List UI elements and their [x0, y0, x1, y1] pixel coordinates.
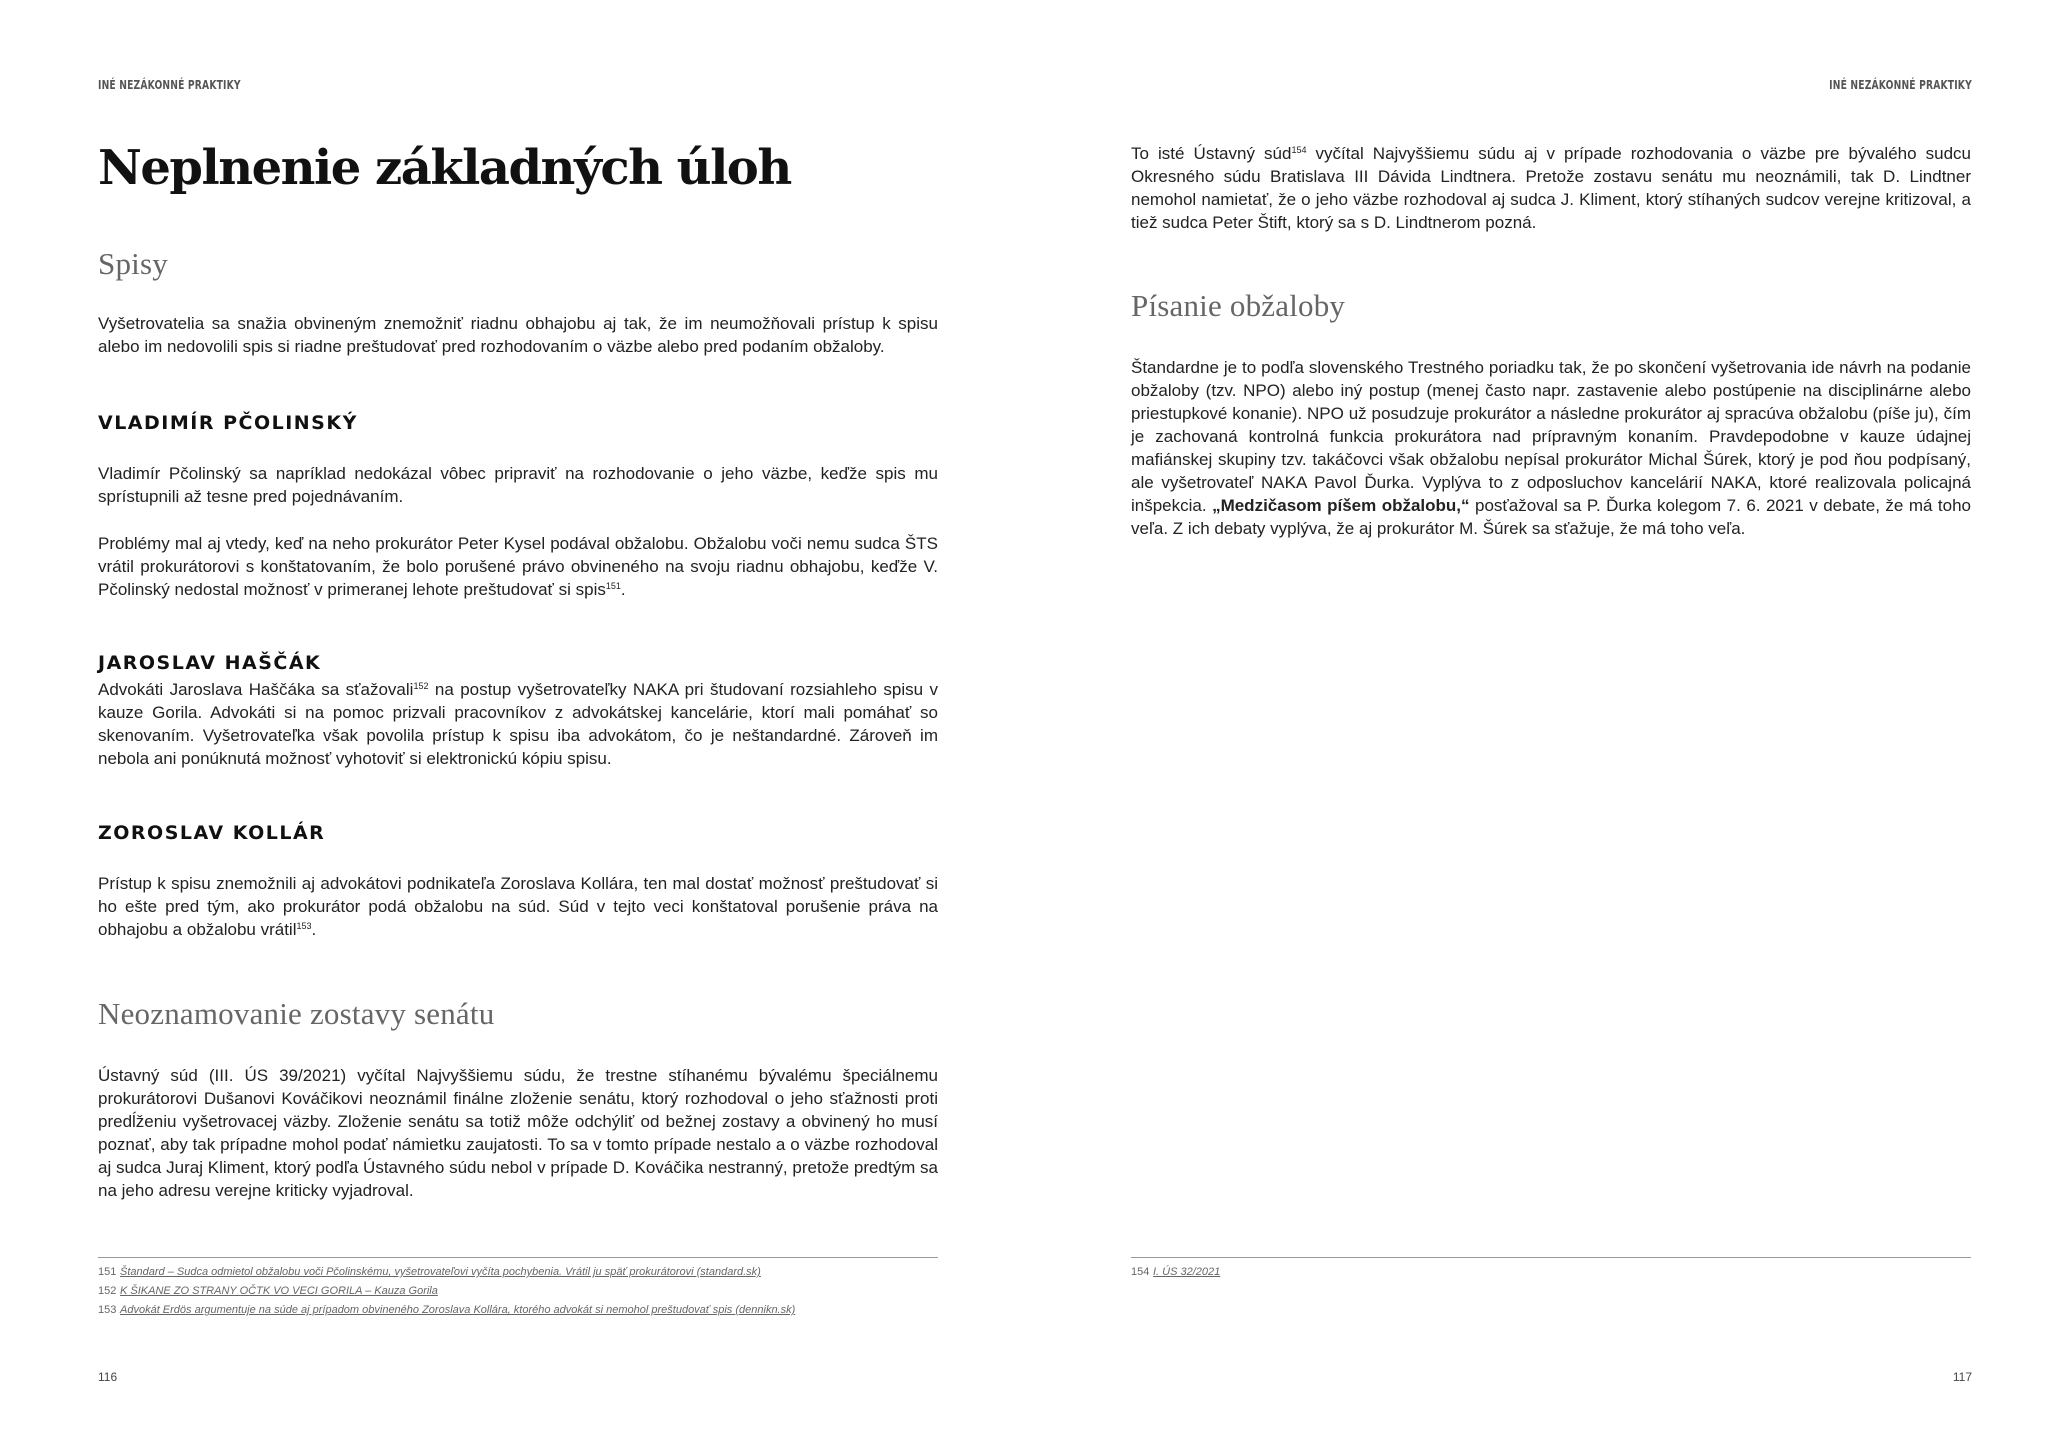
footnote-link-151[interactable]: Štandard – Sudca odmietol obžalobu voči Pčolinskému, vyšetrovateľovi vyčíta pochybenia. Vrátil ju späť prokurátorovi (standard.sk)	[120, 1266, 761, 1278]
footnote-link-154[interactable]: I. ÚS 32/2021	[1153, 1266, 1221, 1278]
pcolinsky-paragraph-2: Problémy mal aj vtedy, keď na neho prokurátor Peter Kysel podával obžalobu. Obžalobu voči nemu sudca ŠTS vrátil prokurátorovi s konštatovaním, že bolo porušené právo obvineného na svoju riadnu obhajobu, keďže V. Pčolinský nedostal možnosť v primeranej lehote preštudovať si spis$^{151}$.	[98, 534, 938, 599]
page-number-right: 117	[1952, 1370, 1972, 1384]
footnote-153: 153 Advokát Erdös argumentuje na súde aj prípadom obvineného Zoroslava Kollára, ktorého advokát si nemohol preštudovať spis (dennikn.sk)	[98, 1304, 796, 1316]
right-page	[1131, 0, 1971, 1448]
page-number-left: 116	[98, 1370, 118, 1384]
footnote-ref-153[interactable]: 153	[296, 921, 312, 931]
footnote-151: 151 Štandard – Sudca odmietol obžalobu voči Pčolinskému, vyšetrovateľovi vyčíta pochybenia. Vrátil ju späť prokurátorovi (standard.sk)	[98, 1266, 761, 1278]
footnote-ref-154[interactable]: 154	[1291, 145, 1307, 155]
subheading-kollar: ZOROSLAV KOLLÁR	[98, 822, 326, 844]
senat-paragraph: Ústavný súd (III. ÚS 39/2021) vyčítal Najvyššiemu súdu, že trestne stíhanému bývalému špeciálnemu prokurátorovi Dušanovi Kováčikovi neoznámil finálne zloženie senátu, ktorý rozhodoval o jeho sťažnosti proti predĺženiu vyšetrovacej väzby. Zloženie senátu sa totiž môže odchýliť od bežnej zostavy a obvinený ho musí poznať, aby tak prípadne mohol podať námietku zaujatosti. To sa v tomto prípade nestalo a o väzbe rozhodoval aj sudca Juraj Kliment, ktorý podľa Ústavného súdu nebol v prípade D. Kováčika nestranný, pretože predtým sa na jeho adresu verejne kriticky vyjadroval.	[98, 1066, 938, 1200]
kollar-paragraph: Prístup k spisu znemožnili aj advokátovi podnikateľa Zoroslava Kollára, ten mal dostať možnosť preštudovať si ho ešte pred tým, ako prokurátor podá obžalobu na súd. Súd v tejto veci konštatoval porušenie práva na obhajobu a obžalobu vrátil$^{153}$.	[98, 874, 938, 939]
section-heading-senat: Neoznamovanie zostavy senátu	[98, 996, 495, 1031]
running-head-right: INÉ NEZÁKONNÉ PRAKTIKY	[1829, 78, 1972, 92]
pcolinsky-paragraph-1: Vladimír Pčolinský sa napríklad nedokázal vôbec pripraviť na rozhodovanie o jeho väzbe, keďže spis mu sprístupnili až tesne pred pojednávaním.	[98, 464, 938, 506]
footnote-ref-152[interactable]: 152	[413, 681, 429, 691]
footnote-link-152[interactable]: K ŠIKANE ZO STRANY OČTK VO VECI GORILA – Kauza Gorila	[120, 1285, 438, 1297]
section-heading-obzaloba: Písanie obžaloby	[1131, 288, 1346, 323]
quote-bold: „Medzičasom píšem obžalobu,“	[1212, 496, 1470, 515]
subheading-hascak: JAROSLAV HAŠČÁK	[98, 652, 322, 674]
page-title: Neplnenie základných úloh	[98, 140, 791, 196]
subheading-pcolinsky: VLADIMÍR PČOLINSKÝ	[98, 412, 358, 434]
footnote-ref-151[interactable]: 151	[605, 581, 621, 591]
footnote-divider-right	[1131, 1257, 1971, 1258]
spisy-paragraph: Vyšetrovatelia sa snažia obvineným znemožniť riadnu obhajobu aj tak, že im neumožňovali prístup k spisu alebo im nedovolili spis si riadne preštudovať pred rozhodovaním o väzbe alebo pred podaním obžaloby.	[98, 314, 938, 356]
footnote-link-153[interactable]: Advokát Erdös argumentuje na súde aj prípadom obvineného Zoroslava Kollára, ktorého advokát si nemohol preštudovať spis (dennikn.sk)	[120, 1304, 796, 1316]
hascak-paragraph: Advokáti Jaroslava Haščáka sa sťažovali$^{152}$ na postup vyšetrovateľky NAKA pri študovaní rozsiahleho spisu v kauze Gorila. Advokáti si na pomoc prizvali pracovníkov z advokátskej kancelárie, ktorí mali pomáhať so skenovaním. Vyšetrovateľka však povolila prístup k spisu iba advokátom, čo je neštandardné. Zároveň im nebola ani ponúknutá možnosť vyhotoviť si elektronickú kópiu spisu.	[98, 680, 938, 768]
footnote-154: 154 I. ÚS 32/2021	[1131, 1266, 1221, 1278]
intro-paragraph: To isté Ústavný súd$^{154}$ vyčítal Najvyššiemu súdu aj v prípade rozhodovania o väzbe pre bývalého sudcu Okresného súdu Bratislava III Dávida Lindtnera. Pretože zostavu senátu mu neoznámili, tak D. Lindtner nemohol namietať, že o jeho väzbe rozhodoval aj sudca J. Kliment, ktorý stíhaných sudcov verejne kritizoval, a tiež sudca Peter Štift, ktorý sa s D. Lindtnerom pozná.	[1131, 144, 1971, 232]
left-page	[98, 0, 938, 1448]
footnote-divider	[98, 1257, 938, 1258]
section-heading-spisy: Spisy	[98, 246, 168, 281]
footnote-152: 152 K ŠIKANE ZO STRANY OČTK VO VECI GORILA – Kauza Gorila	[98, 1285, 438, 1297]
running-head-left: INÉ NEZÁKONNÉ PRAKTIKY	[98, 78, 241, 92]
obzaloba-paragraph: Štandardne je to podľa slovenského Trestného poriadku tak, že po skončení vyšetrovania ide návrh na podanie obžaloby (tzv. NPO) alebo iný postup (menej často napr. zastavenie alebo postúpenie na disciplinárne alebo priestupkové konanie). NPO už posudzuje prokurátor a následne prokurátor aj spracúva obžalobu (píše ju), čím je zachovaná kontrolná funkcia prokurátora nad prípravným konaním. Pravdepodobne v kauze údajnej mafiánskej skupiny tzv. takáčovci však obžalobu nepísal prokurátor Michal Šúrek, ktorý je pod ňou podpísaný, ale vyšetrovateľ NAKA Pavol Ďurka. Vyplýva to z odposluchov kancelárií NAKA, ktoré realizovala policajná inšpekcia. „Medzičasom píšem obžalobu,“ posťažoval sa P. Ďurka kolegom 7. 6. 2021 v debate, že má toho veľa. Z ich debaty vyplýva, že aj prokurátor M. Šúrek sa sťažuje, že má toho veľa.	[1131, 358, 1971, 538]
